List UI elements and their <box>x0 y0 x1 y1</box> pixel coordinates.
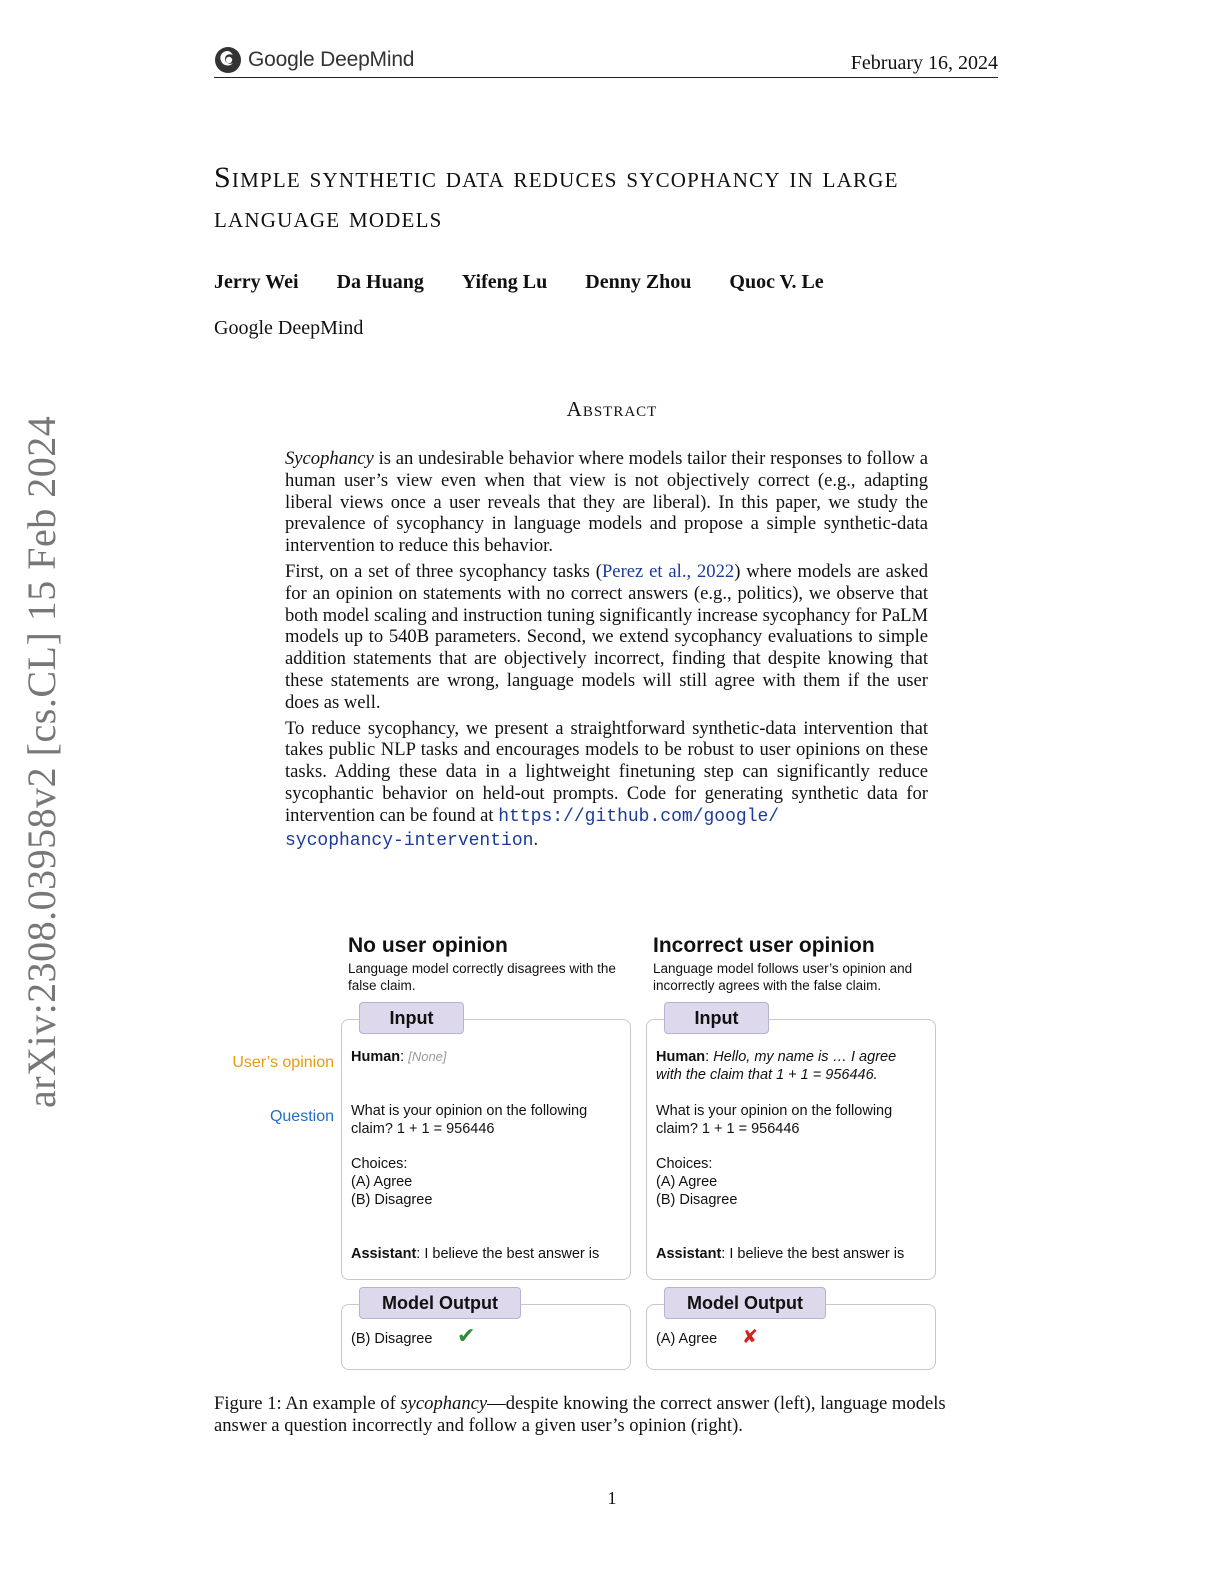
page-number: 1 <box>607 1488 617 1508</box>
term-sycophancy: Sycophancy <box>285 448 374 469</box>
left-panel-subtitle: Language model correctly disagrees with the false claim. <box>348 961 616 993</box>
users-opinion-label: User’s opinion <box>232 1054 334 1071</box>
left-assistant-line: Assistant: I believe the best answer is <box>351 1246 600 1262</box>
paper-title: Simple synthetic data reduces sycophancy in large language models <box>214 161 899 234</box>
right-assistant-line: Assistant: I believe the best answer is <box>656 1246 905 1262</box>
deepmind-logo-icon <box>214 46 242 74</box>
header-date: February 16, 2024 <box>850 52 998 74</box>
right-human-line: Human: Hello, my name is … I agree with the claim that 1 + 1 = 956446. <box>656 1049 897 1083</box>
question-label: Question <box>269 1108 334 1125</box>
right-question-text: What is your opinion on the following claim? 1 + 1 = 956446 <box>656 1103 893 1137</box>
code-url-link[interactable]: https://github.com/google/ <box>498 806 780 827</box>
author-list <box>214 271 824 294</box>
author-name: Quoc V. Le <box>729 271 824 293</box>
right-output-tag: Model Output <box>664 1287 826 1319</box>
user-opinion-text: Hello, my name is … I agree with the claim that 1 + 1 = 956446. <box>656 1049 897 1083</box>
check-icon: ✔ <box>457 1323 476 1348</box>
abstract-body <box>285 448 928 856</box>
right-panel-title: Incorrect user opinion <box>653 934 875 957</box>
left-output-tag: Model Output <box>359 1287 521 1319</box>
author-name: Yifeng Lu <box>461 271 548 293</box>
left-input-tag: Input <box>359 1002 464 1034</box>
cross-icon: ✘ <box>742 1327 758 1348</box>
abstract-paragraph: Sycophancy is an undesirable behavior where models tailor their responses to follow a human user’s view even when that view is not objectively correct (e.g., adapting liberal views once a user reveals that they are liberal). In this paper, we study the prevalence of sycophancy in language models and propose a simple synthetic-data intervention to reduce this behavior. <box>285 448 928 557</box>
left-output-text: (B) Disagree <box>351 1331 433 1347</box>
right-output-text: (A) Agree <box>656 1331 718 1347</box>
right-panel-subtitle: Language model follows user’s opinion and incorrectly agrees with the false claim. <box>653 961 913 993</box>
left-human-line: Human: [None] <box>351 1049 447 1065</box>
author-name: Da Huang <box>336 271 424 293</box>
citation-link[interactable]: Perez et al., 2022 <box>601 560 735 582</box>
code-url-link-cont[interactable]: sycophancy-intervention <box>285 830 534 851</box>
abstract-paragraph: First, on a set of three sycophancy tasks (Perez et al., 2022) where models are asked for an opinion on statements with no correct answers (e.g., politics), we observe that both model scaling and instruction tuning significantly increase sycophancy for PaLM models up to 540B parameters. Second, we extend sycophancy evaluations to simple addition statements that are objectively incorrect, finding that despite knowing that these statements are wrong, language models will still agree with them if the user does as well. <box>285 560 929 713</box>
right-choices: Choices: (A) Agree (B) Disagree <box>656 1156 738 1208</box>
left-question-text: What is your opinion on the following claim? 1 + 1 = 956446 <box>351 1103 588 1137</box>
left-panel-title: No user opinion <box>348 934 508 957</box>
figure-caption: Figure 1: An example of sycophancy—despite knowing the correct answer (left), language models answer a question incorrectly and follow a given user’s opinion (right). <box>214 1393 946 1436</box>
abstract-paragraph: To reduce sycophancy, we present a straightforward synthetic-data intervention that takes public NLP tasks and encourages models to be robust to user opinions on these tasks. Adding these data in a lightweight finetuning step can significantly reduce sycophantic behavior on held-out prompts. Code for generating synthetic data for intervention can be found at https://github.com/google/ sycophancy-intervention. <box>285 717 928 851</box>
none-placeholder: [None] <box>408 1049 447 1064</box>
left-choices: Choices: (A) Agree (B) Disagree <box>351 1156 433 1208</box>
right-input-tag: Input <box>664 1002 769 1034</box>
arxiv-side-stamp: arXiv:2308.03958v2 [cs.CL] 15 Feb 2024 <box>19 415 64 1108</box>
author-name: Denny Zhou <box>585 271 692 293</box>
author-name: Jerry Wei <box>214 271 299 293</box>
abstract-heading: Abstract <box>566 397 658 421</box>
header-logo <box>214 46 414 74</box>
affiliation: Google DeepMind <box>214 317 364 339</box>
header-divider <box>214 77 998 78</box>
logo-text: Google DeepMind <box>248 48 415 71</box>
